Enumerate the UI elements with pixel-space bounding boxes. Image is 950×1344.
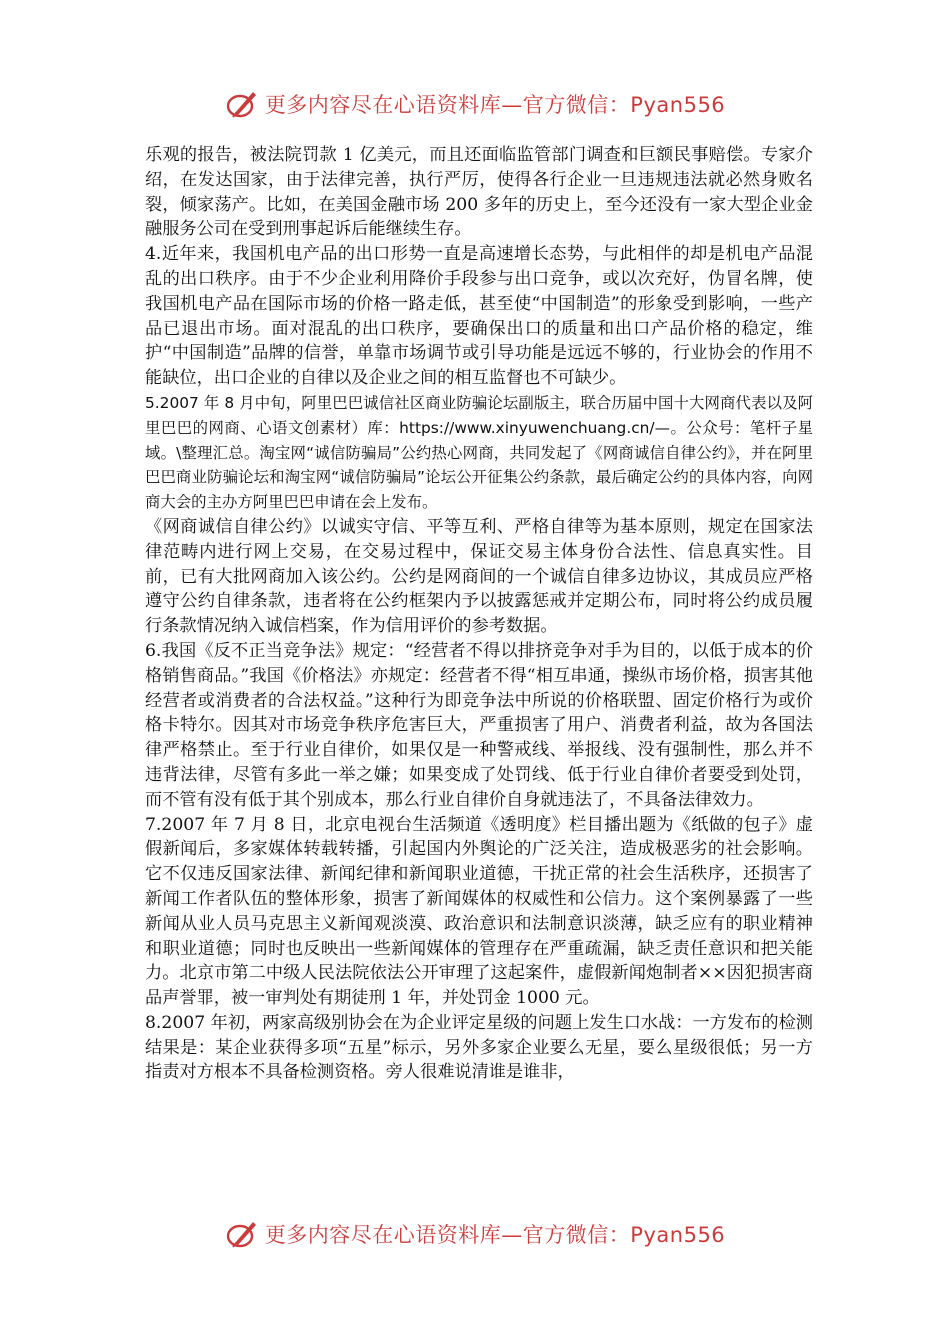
paragraph: 《网商诚信自律公约》以诚实守信、平等互利、严格自律等为基本原则，规定在国家法律范畴内进行网上交易，在交易过程中，保证交易主体身份合法性、信息真实性。目前，已有大批网商加入该公约。公约是网商间的一个诚信自律多边协议，其成员应严格遵守公约自律条款，违者将在公约框架内予以披露惩戒并定期公布，同时将公约成员履行条款情况纳入诚信档案，作为信用评价的参考数据。 <box>145 516 813 637</box>
paragraph: 6.我国《反不正当竞争法》规定：“经营者不得以排挤竞争对手为目的，以低于成本的价格销售商品。”我国《价格法》亦规定：经营者不得“相互串通，操纵市场价格，损害其他经营者或消费者的合法权益。”这种行为即竞争法中所说的价格联盟、固定价格行为或价格卡特尔。因其对市场竞争秩序危害巨大，严重损害了用户、消费者利益，故为各国法律严格禁止。至于行业自律价，如果仅是一种警戒线、举报线、没有强制性，那么并不违背法律，尽管有多此一举之嫌；如果变成了处罚线、低于行业自律价者要受到处罚，而不管有没有低于其个别成本，那么行业自律价自身就违法了，不具备法律效力。 <box>145 640 813 810</box>
paragraph: 4.近年来，我国机电产品的出口形势一直是高速增长态势，与此相伴的却是机电产品混乱的出口秩序。由于不少企业利用降价手段参与出口竞争，或以次充好，伪冒名牌，使我国机电产品在国际市场的价格一路走低，甚至使“中国制造”的形象受到影响，一些产品已退出市场。面对混乱的出口秩序，要确保出口的质量和出口产品价格的稳定，维护“中国制造”品牌的信誉，单靠市场调节或引导功能是远远不够的，行业协会的作用不能缺位，出口企业的自律以及企业之间的相互监督也不可缺少。 <box>145 244 813 389</box>
banner-text: 更多内容尽在心语资料库—官方微信：Pyan556 <box>264 93 726 117</box>
paragraph: 乐观的报告，被法院罚款 1 亿美元，而且还面临监管部门调查和巨额民事赔偿。专家介绍，在发达国家，由于法律完善，执行严厉，使得各行企业一旦违规违法就必然身败名裂，倾家荡产。比如，在美国金融市场 200 多年的历史上，至今还没有一家大型企业金融服务公司在受到刑事起诉后能继续生存。 <box>145 145 813 240</box>
document-body <box>145 143 813 1085</box>
paragraph: 7.2007 年 7 月 8 日，北京电视台生活频道《透明度》栏目播出题为《纸做的包子》虚假新闻后，多家媒体转载转播，引起国内外舆论的广泛关注，造成极恶劣的社会影响。它不仅违反国家法律、新闻纪律和新闻职业道德，干扰正常的社会生活秩序，还损害了新闻工作者队伍的整体形象，损害了新闻媒体的权威性和公信力。这个案例暴露了一些新闻从业人员马克思主义新闻观淡漠、政治意识和法制意识淡薄，缺乏应有的职业精神和职业道德；同时也反映出一些新闻媒体的管理存在严重疏漏，缺乏责任意识和把关能力。北京市第二中级人民法院依法公开审理了这起案件，虚假新闻炮制者××因犯损害商品声誉罪，被一审判处有期徒刑 1 年，并处罚金 1000 元。 <box>145 814 813 1009</box>
quill-logo-icon <box>225 1217 259 1251</box>
header-banner <box>0 82 950 126</box>
banner-text: 更多内容尽在心语资料库—官方微信：Pyan556 <box>264 1223 726 1247</box>
footer-banner <box>0 1212 950 1256</box>
quill-logo-icon <box>225 87 259 121</box>
paragraph: 5.2007 年 8 月中旬，阿里巴巴诚信社区商业防骗论坛副版主，联合历届中国十大网商代表以及阿里巴巴的网商、心语文创素材）库：https://www.xinyuwenchuang.cn/—。公众号：笔杆子星域。\整理汇总。淘宝网“诚信防骗局”公约热心网商，共同发起了《网商诚信自律公约》，并在阿里巴巴商业防骗论坛和淘宝网“诚信防骗局”论坛公开征集公约条款，最后确定公约的具体内容，向网商大会的主办方阿里巴巴申请在会上发布。 <box>145 393 813 512</box>
paragraph: 8.2007 年初，两家高级别协会在为企业评定星级的问题上发生口水战：一方发布的检测结果是：某企业获得多项“五星”标示，另外多家企业要么无星，要么星级很低；另一方指责对方根本不具备检测资格。旁人很难说清谁是谁非， <box>145 1012 813 1083</box>
